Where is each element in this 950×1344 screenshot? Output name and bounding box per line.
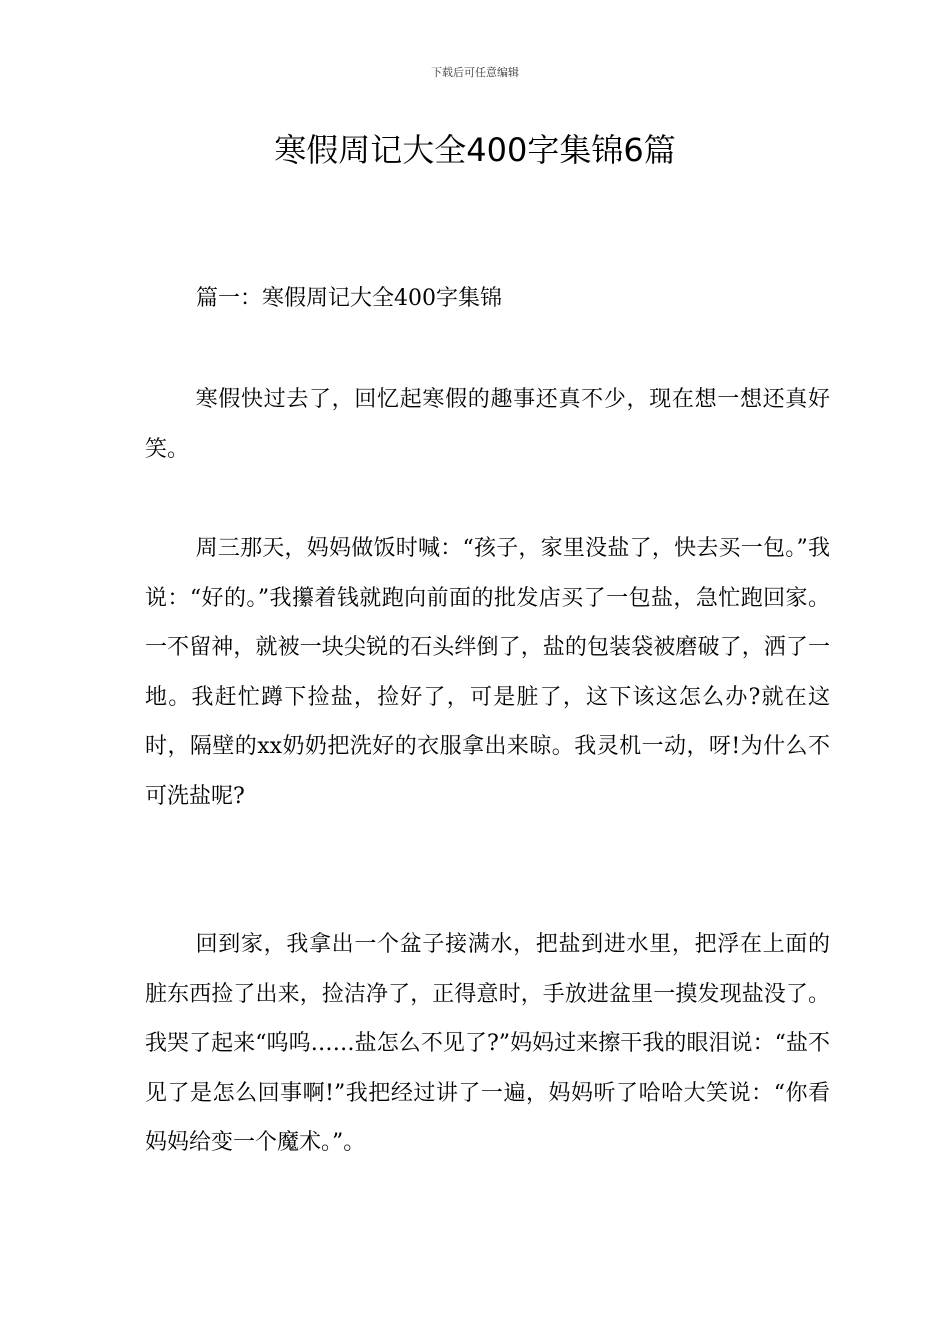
- document-title: 寒假周记大全400字集锦6篇: [274, 131, 676, 169]
- paragraph-3: 回到家，我拿出一个盆子接满水，把盐到进水里，把浮在上面的脏东西捡了出来，捡洁净了，正得意时，手放进盆里一摸发现盐没了。我哭了起来“呜呜……盐怎么不见了?”妈妈过来擦干我的眼泪说：“盐不见了是怎么回事啊!”我把经过讲了一遍，妈妈听了哈哈大笑说：“你看妈妈给变一个魔术。”。: [145, 932, 830, 1155]
- section-heading: 篇一：寒假周记大全400字集锦: [196, 286, 502, 311]
- paragraph-2: 周三那天，妈妈做饭时喊：“孩子，家里没盐了，快去买一包。”我说：“好的。”我攥着钱就跑向前面的批发店买了一包盐，急忙跑回家。一不留神，就被一块尖锐的石头绊倒了，盐的包装袋被磨破了，洒了一地。我赶忙蹲下捡盐，捡好了，可是脏了，这下该这怎么办?就在这时，隔壁的xx奶奶把洗好的衣服拿出来晾。我灵机一动，呀!为什么不可洗盐呢?: [145, 536, 830, 809]
- paragraph-1: 寒假快过去了，回忆起寒假的趣事还真不少，现在想一想还真好笑。: [145, 387, 830, 462]
- header-note: 下载后可任意编辑: [431, 66, 519, 79]
